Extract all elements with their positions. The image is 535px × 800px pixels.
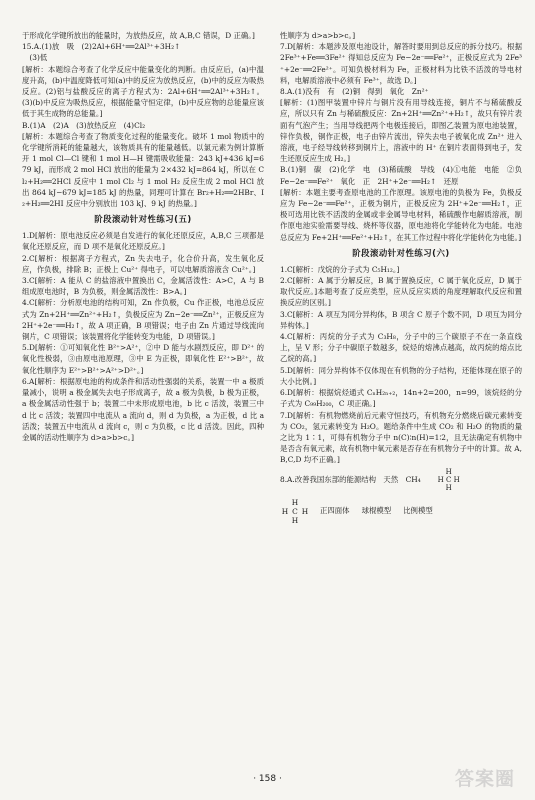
watermark-logo: 答案圈	[454, 768, 515, 790]
methane-structure-row	[280, 498, 522, 525]
lewis-atom: H	[453, 475, 460, 484]
right-paragraph: 8.A.(1)没有 有 (2)铜 得到 氧化 Zn²⁺	[280, 87, 429, 97]
left-column	[22, 30, 264, 443]
left-paragraph: 4.C[解析：分析原电池的结构可知，Zn 作负极，Cu 作正极，电池总反应式为 Zn+2H⁺══Zn²⁺+H₂↑，负极反应为 Zn−2e⁻══Zn²⁺，正极反应为 2H⁺+2e⁻══H₂↑，故 A 项正确，B 项错误；电子由 Zn 片通过导线流向铜片，C 项错误；该装置将化学能转变为电能，D 项错误。]	[22, 298, 264, 342]
left-paragraph: 1.D[解析：原电池反应必须是自发进行的氧化还原反应，A,B,C 三项都是氧化还原反应，而 D 项不是氧化还原反应。]	[22, 231, 264, 252]
struct-atom: H	[301, 506, 309, 516]
struct-atom: C	[292, 506, 298, 516]
right-paragraph: 3.C[解析：A 项互为同分异构体，B 项含 C 原子个数不同，D 项互为同分异构体。]	[280, 309, 522, 330]
right-paragraph: 2.C[解析：A 属于分解反应，B 属于置换反应，C 属于氧化反应，D 属于取代反应。]本题考查了反应类型，应从反应实质的角度理解取代反应和置换反应的区别。]	[280, 276, 522, 308]
left-paragraph: [解析：本题综合考查了化学反应中能量变化的判断。由反应后，(a)中温度升高，(b)中温度降低可知(a)中的反应为放热反应，(b)中的反应为吸热反应。(2)铝与盐酸反应的离子方程式为：2Al+6H⁺══2Al³⁺+3H₂↑。(3)(b)中反应为吸热反应，根据能量守恒定律，(b)中反应物的总能量应该低于其生成物的总能量。]	[22, 64, 264, 119]
lewis-atom: H	[437, 475, 444, 484]
left-paragraph: 2.C[解析：根据离子方程式，Zn 失去电子，化合价升高，发生氧化反应，作负极，排除 B；正极上 Cu²⁺ 得电子，可以电解质溶液含 Cu²⁺。]	[22, 253, 264, 274]
left-paragraph: 6.A[解析：根据原电池的构成条件和活动性强弱的关系，装置一中 a 极质量减小，说明 a 极金属失去电子形成离子，故 a 极为负极，b 极为正极，a 极金属活动性强于 b；装置二中未形成原电池，b 比 c 活泼，装置三中 d 比 c 活泼；装置四中电流从 a 流向 d，则 d 为负极，a 为正极，d 比 a 活泼；装置五中电流从 d 流向 c，则 c 为负极，c 比 d 活泼。因此，四种金属的活动性顺序为 d>a>b>c。]	[22, 376, 264, 442]
right-paragraph: [解析：(1)图甲装置中锌片与铜片没有用导线连接，铜片不与稀硫酸反应，所以只有 Zn 与稀硫酸反应：Zn+2H⁺══Zn²⁺+H₂↑，故只有锌片表面有气泡产生；当用导线把两个电极连接后，即图乙装置为原电池装置，锌作负极，铜作正极，电子由锌片流出，锌失去电子被氧化成 Zn²⁺ 进入溶液，电子经导线转移到铜片上，溶液中的 H⁺ 在铜片表面得到电子，发生还原反应生成 H₂。]	[280, 98, 522, 164]
left-paragraph: 5.D[解析：①可知氧化性 B²⁺>A²⁺，②中 D 能与水剧烈反应，即 D²⁺ 的氧化性极弱，③由原电池原理，③中 E 为正极，即氧化性 E²⁺>B²⁺，故氧化性顺序为 E²⁺>B²⁺>A²⁺>D²⁺。]	[22, 343, 264, 375]
lewis-atom: C	[445, 475, 452, 484]
right-paragraph: [解析：本题主要考查原电池的工作原理。该原电池的负极为 Fe，负极反应为 Fe−2e⁻══Fe²⁺，正极为铜片，正极反应为 2H⁺+2e⁻══H₂↑，正极可选用比铁不活泼的金属或非金属导电材料，稀硫酸作电解质溶液，制作原电池实验需要导线、烧杯等仪器，原电池将化学能转化为电能。电池总反应为 Fe+2H⁺══Fe²⁺+H₂↑，在其工作过程中将化学能转化为电能。]	[280, 187, 522, 242]
left-paragraph: B.(1)A (2)A (3)放热反应 (4)Cl₂	[22, 120, 146, 130]
left-paragraph: 15.A.(1)放 吸 (2)2Al+6H⁺══2Al³⁺+3H₂↑	[22, 42, 181, 52]
right-paragraph: 性顺序为 d>a>b>c。]	[280, 31, 356, 40]
right-paragraph: 6.D[解析：根据烷烃通式 CₙH₂ₙ₊₂，14n+2=200，n=99，该烷烃的分子式为 C₉₉H₂₀₀，C 项正确。]	[280, 388, 522, 409]
structural-formula	[280, 498, 310, 525]
lewis-structure	[437, 468, 461, 492]
right-paragraph: 7.D[解析：有机物燃烧前后元素守恒技巧，有机物充分燃烧后碳元素转变为 CO₂，氢元素转变为 H₂O。题给条件中生成 CO₂ 和 H₂O 的物质的量之比为 1∶1，可得有机物分子中 n(C)∶n(H)=1∶2，且无法确定有机物中是否含有氧元素，故有机物中氧元素是否存在有机物分子中的计算。故 A,B,C,D 均不正确。]	[280, 410, 522, 465]
right-paragraph: 5.D[解析：同分异构体不仅体现在有机物的分子结构，还能体现在原子的大小比例。]	[280, 365, 522, 386]
formula-label: 8.A.改善我国东部的能源结构 天然 CH₄	[280, 474, 421, 484]
lewis-atom: H	[445, 483, 452, 492]
right-paragraph: 7.D[解析：本题涉及原电池设计，解答时要用到总反应的拆分技巧。根据 2Fe³⁺+Fe══3Fe²⁺ 得知总反应为 Fe−2e⁻══Fe²⁺，正极反应式为 2Fe³⁺+2e⁻══2Fe²⁺。可知负极材料为 Fe，正极材料为比铁不活泼的导电材料，电解质溶液中必须有 Fe³⁺，故选 D。]	[280, 42, 522, 85]
left-paragraph: 3.C[解析：A 能从 C 的盐溶液中置换出 C，金属活泼性：A>C，A 与 B 组成原电池时，B 为负极，则金属活泼性：B>A。]	[22, 276, 264, 297]
page-number: · 158 ·	[253, 774, 282, 784]
left-paragraph: 于形成化学键所放出的能量时，为放热反应，故 A,B,C 错误，D 正确。]	[22, 31, 255, 40]
methane-electron-formula	[280, 468, 522, 492]
left-paragraph: [解析：本题综合考查了物质变化过程的能量变化。破坏 1 mol 物质中的化学键所消耗的能量越大，该物质具有的能量越低。以氯元素为例计算断开 1 mol Cl—Cl 键和 1 mol H—H 键需吸收能量：243 kJ+436 kJ=679 kJ，而形成 2 mol HCl 放出的能量为 2×432 kJ=864 kJ，所以在 Cl₂+H₂══2HCl 反应中 1 mol Cl₂ 与 1 mol H₂ 反应生成 2 mol HCl 放出 864 kJ−679 kJ=185 kJ 的热量，同理可计算在 Br₂+H₂══2HBr、I₂+H₂══2HI 反应中分别放出 103 kJ、9 kJ 的热量。]	[22, 131, 264, 209]
structure-term: 球棍模型	[361, 506, 392, 516]
left-paragraph: (3)低	[29, 53, 48, 63]
section-heading: 阶段滚动针对性练习(六)	[352, 247, 450, 258]
structure-term: 正四面体	[320, 506, 350, 516]
right-paragraph: B.(1)铜 碳 (2)化学 电 (3)稀硫酸 导线 (4)①电能 电能 ②负 Fe−2e⁻══Fe²⁺ 氧化 正 2H⁺+2e⁻══H₂↑ 还原	[280, 165, 530, 186]
struct-atom: H	[291, 497, 299, 507]
struct-atom: H	[281, 506, 289, 516]
lewis-atom: H	[445, 467, 452, 476]
struct-atom: H	[291, 515, 299, 525]
section-heading: 阶段滚动针对性练习(五)	[94, 214, 192, 225]
right-paragraph: 4.C[解析：丙烷的分子式为 C₃H₈，分子中的三个碳原子不在一条直线上，呈 V 形；分子中碳原子数越多，烷烃的熔沸点越高，故丙烷的熔点比乙烷的高。]	[280, 332, 522, 364]
right-paragraph: 1.C[解析：戊烷的分子式为 C₅H₁₂。]	[280, 264, 400, 274]
structure-term: 比例模型	[403, 506, 433, 516]
right-column	[280, 30, 530, 525]
